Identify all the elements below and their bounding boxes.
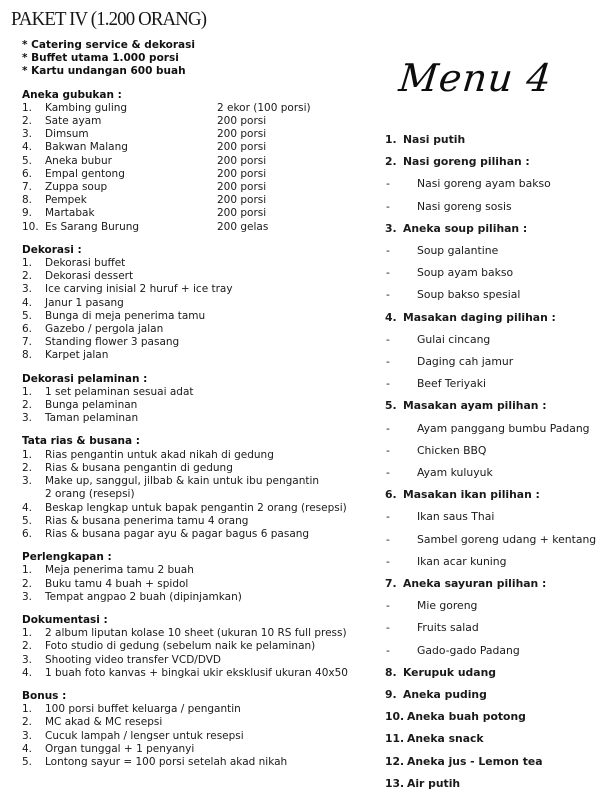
menu-item	[385, 129, 601, 151]
menu-item-number: 9.	[385, 688, 397, 702]
item-quantity: 200 porsi	[217, 181, 267, 194]
item-number: 4.	[22, 666, 33, 679]
list-item	[22, 528, 340, 541]
item-number: 3.	[22, 653, 33, 666]
menu-title: Menu 4	[396, 56, 555, 100]
menu-dash-marker: -	[386, 377, 390, 391]
section-heading: Dokumentasi :	[22, 613, 108, 626]
list-item	[22, 449, 340, 462]
package-section	[22, 244, 340, 363]
menu-item-label: Aneka buah potong	[407, 710, 526, 724]
list-item	[22, 462, 340, 475]
list-item	[22, 297, 340, 310]
item-number: 4.	[22, 141, 33, 154]
menu-item-number: 5.	[385, 399, 397, 413]
section-heading: Aneka gubukan :	[22, 88, 122, 101]
package-section	[22, 551, 340, 604]
item-label: Buku tamu 4 buah + spidol	[45, 577, 189, 590]
menu-dash-marker: -	[386, 199, 390, 213]
menu-item-label: Gulai cincang	[417, 332, 491, 346]
list-item	[22, 591, 340, 604]
item-label: Make up, sanggul, jilbab & kain untuk ibu pengantin	[45, 475, 320, 488]
package-sections	[10, 88, 348, 770]
item-label: Rias & busana pagar ayu & pagar bagus 6 pasang	[45, 527, 310, 540]
menu-item-label: Aneka soup pilihan :	[403, 221, 528, 235]
item-label: Bakwan Malang	[45, 141, 128, 154]
list-item	[22, 168, 340, 181]
item-number: 2.	[22, 399, 33, 412]
menu-item-label: Sambel goreng udang + kentang	[417, 532, 597, 546]
package-highlight: * Catering service & dekorasi	[22, 39, 195, 51]
item-number: 5.	[22, 154, 33, 167]
menu-item-label: Aneka snack	[407, 732, 484, 746]
menu-item-number: 7.	[385, 577, 397, 591]
list-item	[22, 257, 340, 270]
list-item	[22, 141, 340, 154]
section-items	[22, 703, 340, 769]
list-item	[22, 488, 340, 501]
menu-item-label: Masakan ayam pilihan :	[403, 399, 547, 413]
menu-item	[385, 151, 601, 173]
menu-dash-marker: -	[386, 466, 390, 480]
item-label: Karpet jalan	[45, 349, 109, 362]
menu-item-label: Fruits salad	[417, 621, 479, 635]
item-number: 2.	[22, 577, 33, 590]
item-label: 2 album liputan kolase 10 sheet (ukuran 10 RS full press)	[45, 627, 347, 640]
menu-item-label: Aneka puding	[403, 688, 487, 702]
item-number: 1.	[22, 257, 33, 270]
menu-list	[385, 129, 601, 795]
menu-dash-marker: -	[386, 532, 390, 546]
menu-dash-marker: -	[386, 355, 390, 369]
menu-item-number: 11.	[385, 732, 405, 746]
list-item	[22, 666, 348, 680]
item-label: Zuppa soup	[45, 181, 108, 194]
section-items	[22, 386, 340, 426]
menu-item-label: Nasi goreng ayam bakso	[417, 177, 551, 191]
menu-dash-marker: -	[386, 266, 390, 280]
item-quantity: 200 porsi	[217, 207, 267, 220]
item-number: 2.	[22, 640, 33, 653]
section-heading: Tata rias & busana :	[22, 435, 140, 448]
menu-item-label: Gado-gado Padang	[417, 643, 520, 657]
menu-item-label: Chicken BBQ	[417, 443, 487, 457]
list-item	[22, 270, 340, 283]
menu-dash-marker: -	[386, 443, 390, 457]
item-number: 3.	[22, 475, 33, 488]
item-number: 1.	[22, 703, 33, 716]
list-item	[22, 128, 340, 141]
menu-sub-item	[385, 640, 601, 662]
menu-item-label: Kerupuk udang	[403, 665, 496, 679]
item-label: Gazebo / pergola jalan	[45, 323, 164, 336]
menu-item-label: Ayam kuluyuk	[417, 466, 493, 480]
item-number: 10.	[22, 220, 39, 233]
menu-item	[385, 728, 601, 750]
menu-sub-item	[385, 173, 601, 195]
menu-item-label: Soup galantine	[417, 244, 499, 258]
list-item	[22, 310, 340, 323]
item-label: Martabak	[45, 207, 95, 220]
menu-item-number: 1.	[385, 133, 397, 146]
menu-dash-marker: -	[386, 554, 390, 568]
menu-sub-item	[385, 373, 601, 395]
menu-sub-item	[385, 595, 601, 617]
menu-item	[385, 684, 601, 706]
menu-item-label: Aneka sayuran pilihan :	[403, 577, 547, 591]
item-label: Es Sarang Burung	[45, 220, 140, 233]
list-item	[22, 475, 340, 488]
section-heading: Dekorasi :	[22, 243, 82, 256]
list-item	[22, 654, 340, 667]
list-item	[22, 412, 340, 425]
menu-sub-item	[385, 240, 601, 262]
item-number: 6.	[22, 167, 33, 180]
item-label: Organ tunggal + 1 penyanyi	[45, 742, 195, 755]
menu-sub-item	[385, 617, 601, 639]
menu-item-label: Nasi goreng pilihan :	[403, 155, 530, 169]
item-label: Sate ayam	[45, 115, 102, 128]
menu-item-number: 8.	[385, 665, 397, 679]
item-label: 100 porsi buffet keluarga / pengantin	[45, 703, 241, 716]
section-heading: Dekorasi pelaminan :	[22, 372, 148, 385]
list-item	[22, 501, 347, 515]
package-highlights	[22, 39, 340, 79]
item-label: Kambing guling	[45, 101, 128, 114]
item-label: Tempat angpao 2 buah (dipinjamkan)	[45, 590, 242, 603]
menu-dash-marker: -	[386, 510, 390, 524]
item-quantity: 200 porsi	[217, 128, 267, 141]
list-item	[22, 515, 340, 528]
menu-item-number: 4.	[385, 310, 397, 324]
item-quantity: 200 porsi	[217, 141, 267, 154]
section-items	[22, 627, 348, 680]
menu-item-number: 13.	[385, 776, 405, 790]
item-label: MC akad & MC resepsi	[45, 716, 163, 729]
item-label: Dekorasi buffet	[45, 257, 126, 270]
menu-item	[385, 573, 601, 595]
menu-item-label: Ayam panggang bumbu Padang	[417, 421, 590, 435]
list-item	[22, 181, 340, 194]
menu-item-label: Nasi putih	[403, 133, 466, 146]
item-label: Bunga di meja penerima tamu	[45, 309, 206, 322]
item-number: 3.	[22, 590, 33, 603]
item-quantity: 2 ekor (100 porsi)	[217, 101, 311, 114]
menu-item-label: Nasi goreng sosis	[417, 199, 512, 213]
item-number: 8.	[22, 194, 33, 207]
item-label: 2 orang (resepsi)	[45, 488, 135, 501]
item-number: 7.	[22, 181, 33, 194]
list-item	[22, 102, 340, 115]
list-item	[22, 386, 340, 399]
item-label: Foto studio di gedung (sebelum naik ke pelaminan)	[45, 640, 316, 653]
item-label: Rias pengantin untuk akad nikah di gedung	[45, 448, 274, 461]
menu-item	[385, 307, 601, 329]
list-item	[22, 716, 340, 729]
package-section	[22, 435, 347, 541]
item-number: 4.	[22, 501, 33, 514]
list-item	[22, 194, 340, 207]
list-item	[22, 703, 340, 716]
section-items	[22, 102, 340, 234]
menu-sub-item	[385, 329, 601, 351]
menu-item-label: Masakan ikan pilihan :	[403, 488, 540, 502]
list-item	[22, 115, 340, 128]
menu-dash-marker: -	[386, 244, 390, 258]
menu-item-label: Mie goreng	[417, 599, 478, 613]
item-number: 3.	[22, 128, 33, 141]
item-label: Rias & busana pengantin di gedung	[45, 461, 233, 474]
menu-item-label: Daging cah jamur	[417, 355, 514, 369]
package-section	[22, 89, 340, 234]
item-number: 4.	[22, 742, 33, 755]
item-number: 3.	[22, 283, 33, 296]
item-label: Meja penerima tamu 2 buah	[45, 564, 194, 577]
item-number: 3.	[22, 729, 33, 742]
menu-dash-marker: -	[386, 621, 390, 635]
item-number: 1.	[22, 385, 33, 398]
menu-item	[385, 706, 601, 728]
package-section	[22, 373, 340, 426]
item-label: 1 set pelaminan sesuai adat	[45, 385, 194, 398]
menu-item-label: Aneka jus - Lemon tea	[407, 754, 543, 768]
item-quantity: 200 gelas	[217, 220, 269, 233]
item-number: 1.	[22, 448, 33, 461]
menu-sub-item	[385, 418, 601, 440]
menu-sub-item	[385, 506, 601, 528]
menu-dash-marker: -	[386, 421, 390, 435]
item-number: 3.	[22, 412, 33, 425]
menu-item-number: 12.	[385, 754, 405, 768]
list-item	[22, 730, 340, 743]
item-number: 1.	[22, 627, 33, 640]
item-label: Dimsum	[45, 128, 89, 141]
menu-item	[385, 751, 601, 773]
section-heading: Perlengkapan :	[22, 551, 112, 564]
item-number: 6.	[22, 527, 33, 540]
menu-item	[385, 484, 601, 506]
menu-sub-item	[385, 196, 601, 218]
menu-item-label: Masakan daging pilihan :	[403, 310, 556, 324]
item-number: 2.	[22, 461, 33, 474]
item-quantity: 200 porsi	[217, 115, 267, 128]
menu-sub-item	[385, 262, 601, 284]
item-label: Taman pelaminan	[45, 412, 139, 425]
menu-sub-item	[385, 351, 601, 373]
item-number: 2.	[22, 270, 33, 283]
list-item	[22, 323, 340, 336]
package-section	[22, 690, 340, 769]
menu-dash-marker: -	[386, 599, 390, 613]
item-label: Cucuk lampah / lengser untuk resepsi	[45, 729, 244, 742]
item-number: 5.	[22, 755, 33, 768]
item-label: Lontong sayur = 100 porsi setelah akad nikah	[45, 755, 288, 768]
item-label: Pempek	[45, 194, 87, 207]
menu-item-number: 3.	[385, 221, 397, 235]
menu-item-label: Ikan acar kuning	[417, 554, 507, 568]
menu-item-label: Soup bakso spesial	[417, 288, 521, 302]
menu-sub-item	[385, 440, 601, 462]
item-label: Ice carving inisial 2 huruf + ice tray	[45, 283, 233, 296]
section-items	[22, 448, 347, 541]
menu-sub-item	[385, 529, 601, 551]
item-label: 1 buah foto kanvas + bingkai ukir eksklusif ukuran 40x50	[45, 666, 348, 679]
item-number: 1.	[22, 564, 33, 577]
item-number: 6.	[22, 323, 33, 336]
list-item	[22, 336, 340, 349]
item-label: Dekorasi dessert	[45, 270, 134, 283]
item-number: 9.	[22, 207, 33, 220]
item-label: Beskap lengkap untuk bapak pengantin 2 orang (resepsi)	[45, 501, 347, 514]
item-number: 8.	[22, 349, 33, 362]
menu-dash-marker: -	[386, 288, 390, 302]
package-highlight: * Kartu undangan 600 buah	[22, 65, 186, 78]
menu-item-number: 6.	[385, 488, 397, 502]
list-item	[22, 399, 340, 412]
menu-item-label: Ikan saus Thai	[417, 510, 495, 524]
list-item	[22, 221, 340, 234]
list-item	[22, 743, 340, 756]
section-items	[22, 257, 340, 363]
package-section	[22, 613, 348, 680]
menu-column	[368, 0, 601, 795]
menu-dash-marker: -	[386, 643, 390, 657]
list-item	[22, 207, 340, 220]
page-title: PAKET IV (1.200 ORANG)	[11, 8, 207, 30]
item-label: Bunga pelaminan	[45, 399, 138, 412]
item-quantity: 200 porsi	[217, 167, 267, 180]
item-label: Rias & busana penerima tamu 4 orang	[45, 514, 249, 527]
menu-dash-marker: -	[386, 177, 390, 191]
menu-sub-item	[385, 462, 601, 484]
item-number: 4.	[22, 296, 33, 309]
item-quantity: 200 porsi	[217, 154, 267, 167]
list-item	[22, 627, 347, 640]
item-number: 1.	[22, 101, 33, 114]
item-number: 7.	[22, 336, 33, 349]
list-item	[22, 640, 340, 653]
list-item	[22, 283, 340, 296]
list-item	[22, 349, 340, 362]
menu-item	[385, 773, 601, 795]
item-number: 5.	[22, 514, 33, 527]
section-items	[22, 564, 340, 604]
menu-sub-item	[385, 551, 601, 573]
item-label: Standing flower 3 pasang	[45, 336, 180, 349]
menu-item-number: 2.	[385, 155, 397, 169]
list-item	[22, 564, 340, 577]
item-number: 2.	[22, 716, 33, 729]
item-label: Aneka bubur	[45, 154, 112, 167]
package-highlight: * Buffet utama 1.000 porsi	[22, 52, 179, 65]
package-column	[10, 0, 348, 769]
menu-item	[385, 662, 601, 684]
list-item	[22, 756, 340, 769]
menu-item-label: Soup ayam bakso	[417, 266, 514, 280]
menu-dash-marker: -	[386, 332, 390, 346]
item-quantity: 200 porsi	[217, 194, 267, 207]
item-label: Shooting video transfer VCD/DVD	[45, 653, 221, 666]
section-heading: Bonus :	[22, 689, 67, 702]
menu-item	[385, 218, 601, 240]
list-item	[22, 155, 340, 168]
menu-item-label: Beef Teriyaki	[417, 377, 487, 391]
menu-item-label: Air putih	[407, 776, 461, 790]
menu-sub-item	[385, 284, 601, 306]
item-number: 2.	[22, 115, 33, 128]
menu-item	[385, 395, 601, 417]
item-label: Janur 1 pasang	[45, 296, 124, 309]
item-number: 5.	[22, 309, 33, 322]
list-item	[22, 578, 340, 591]
item-label: Empal gentong	[45, 167, 125, 180]
menu-item-number: 10.	[385, 710, 405, 724]
